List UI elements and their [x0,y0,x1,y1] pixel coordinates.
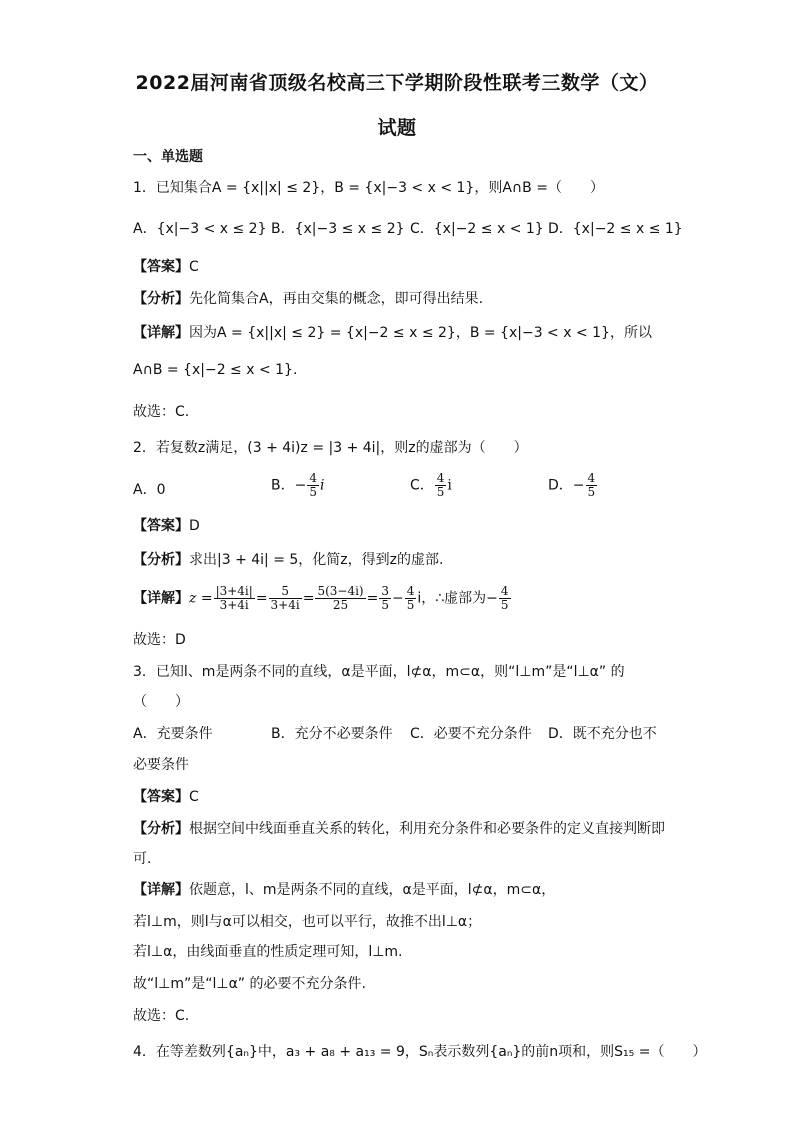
q1-analysis-line [133,288,483,308]
fraction-numerator: 4 [436,471,445,485]
fraction-numerator: 5 [269,585,302,599]
q1-analysis: 先化简集合A，再由交集的概念，即可得出结果. [189,291,484,307]
fraction-denominator: 25 [332,598,349,612]
q2-detail-fraction-5 [405,585,417,612]
fraction-denominator: 5 [587,485,596,499]
minus-sign: − [392,590,404,607]
q3-analysis: 根据空间中线面垂直关系的转化，利用充分条件和必要条件的定义直接判断即 [189,821,665,837]
q3-detail-line [133,879,555,899]
fraction-numerator: |3+4i| [215,584,253,598]
q2-detail-tail: i，∴虚部为− [417,590,498,607]
fraction-numerator: 4 [587,471,596,485]
fraction-denominator: 5 [500,598,509,612]
q2-detail-fraction-4 [379,585,391,612]
document-title: 2022届河南省顶级名校高三下学期阶段性联考三数学（文） [135,72,659,94]
answer-tag: 【答案】 [133,789,189,805]
q3-answer-line [133,786,199,806]
q2-option-c-suffix: i [447,477,452,494]
q2-option-d-prefix: D．− [548,477,585,494]
equals-sign: = [366,590,379,607]
q2-conclusion: 故选：D [133,632,186,648]
q2-option-b [271,472,324,499]
q3-option-d: D．既不充分也不 [548,726,657,742]
q3-stem-continued: （ ） [133,694,189,710]
fraction-denominator: 3+4i [270,598,300,612]
fraction-denominator: 5 [381,598,389,612]
q2-detail-line [133,585,512,612]
fraction-numerator: 5(3−4i) [317,584,364,598]
q2-answer-line [133,515,200,535]
fraction-numerator: 4 [406,584,415,598]
q2-option-b-fraction [307,472,319,499]
q2-detail-fraction-3 [315,585,365,612]
q2-detail-fraction-1 [214,585,255,612]
q2-detail-z: z = [189,590,213,607]
q3-option-d-continued: 必要条件 [133,757,189,773]
q3-detail-line-2: 若l⊥m，则l与α可以相交，也可以平行，故推不出l⊥α； [133,914,482,930]
q2-option-c-prefix: C． [410,477,434,494]
q2-option-d [548,472,598,499]
q1-answer: C [189,259,199,275]
q3-detail-line-3: 若l⊥α，由线面垂直的性质定理可知，l⊥m. [133,944,403,960]
q2-option-b-suffix: i [319,477,325,494]
q1-stem: 1．已知集合A = {x||x| ≤ 2}，B = {x|−3 < x < 1}，则A∩B =（ ） [133,180,604,196]
q2-analysis: 求出|3 + 4i| = 5，化简z，得到z的虚部. [189,552,444,568]
q4-stem: 4．在等差数列{aₙ}中，a₃ + a₈ + a₁₃ = 9，Sₙ表示数列{aₙ}的前n项和，则S₁₅ =（ ） [133,1044,707,1060]
q3-detail: 依题意，l、m是两条不同的直线，α是平面，l⊄α，m⊂α， [189,882,556,898]
answer-tag: 【答案】 [133,259,189,275]
section-heading: 一、单选题 [133,149,203,165]
q2-analysis-line [133,549,443,569]
analysis-tag: 【分析】 [133,291,189,307]
fraction-numerator: 3 [381,584,389,598]
analysis-tag: 【分析】 [133,821,189,837]
equals-sign: = [255,590,268,607]
fraction-denominator: 5 [406,598,415,612]
detail-tag: 【详解】 [133,325,189,341]
q1-option-d: D．{x|−2 ≤ x ≤ 1} [548,221,683,237]
q3-stem: 3．已知l、m是两条不同的直线，α是平面，l⊄α，m⊂α，则“l⊥m”是“l⊥α” 的 [133,664,625,680]
q3-option-b: B．充分不必要条件 [271,726,393,742]
q2-stem: 2．若复数z满足，(3 + 4i)z = |3 + 4i|，则z的虚部为（ ） [133,440,528,456]
q1-conclusion: 故选：C. [133,404,190,420]
q2-option-d-fraction [586,472,598,499]
analysis-tag: 【分析】 [133,552,189,568]
q1-option-a: A．{x|−3 < x ≤ 2} [133,221,267,237]
q3-answer: C [189,789,199,805]
fraction-numerator: 4 [309,471,317,485]
q1-detail-continued: A∩B = {x|−2 ≤ x < 1}. [133,362,298,378]
q3-detail-line-4: 故“l⊥m”是“l⊥α” 的必要不充分条件. [133,976,366,992]
q3-analysis-continued: 可. [133,851,152,867]
fraction-numerator: 4 [500,584,509,598]
q3-option-c: C．必要不充分条件 [410,726,532,742]
detail-tag: 【详解】 [133,882,189,898]
answer-tag: 【答案】 [133,518,189,534]
q1-detail-line [133,322,652,342]
q1-option-b: B．{x|−3 ≤ x ≤ 2} [271,221,405,237]
q2-option-c [410,472,452,499]
q1-answer-line [133,256,199,276]
q2-option-c-fraction [435,472,447,499]
fraction-denominator: 5 [309,485,317,499]
q2-detail-fraction-2 [269,585,302,612]
detail-tag: 【详解】 [133,590,189,607]
q3-option-a: A．充要条件 [133,726,213,742]
fraction-denominator: 3+4i [219,598,249,612]
q1-option-c: C．{x|−2 ≤ x < 1} [410,221,544,237]
q2-answer: D [189,518,200,534]
equals-sign: = [302,590,315,607]
q2-option-b-prefix: B．− [271,477,307,494]
fraction-denominator: 5 [436,485,445,499]
q3-analysis-line [133,818,665,838]
q2-detail-fraction-6 [499,585,511,612]
document-title-continued: 试题 [377,117,417,139]
q3-conclusion: 故选：C. [133,1008,190,1024]
q1-detail: 因为A = {x||x| ≤ 2} = {x|−2 ≤ x ≤ 2}，B = {x|−3 < x < 1}，所以 [189,325,652,341]
q2-option-a: A．0 [133,482,166,498]
